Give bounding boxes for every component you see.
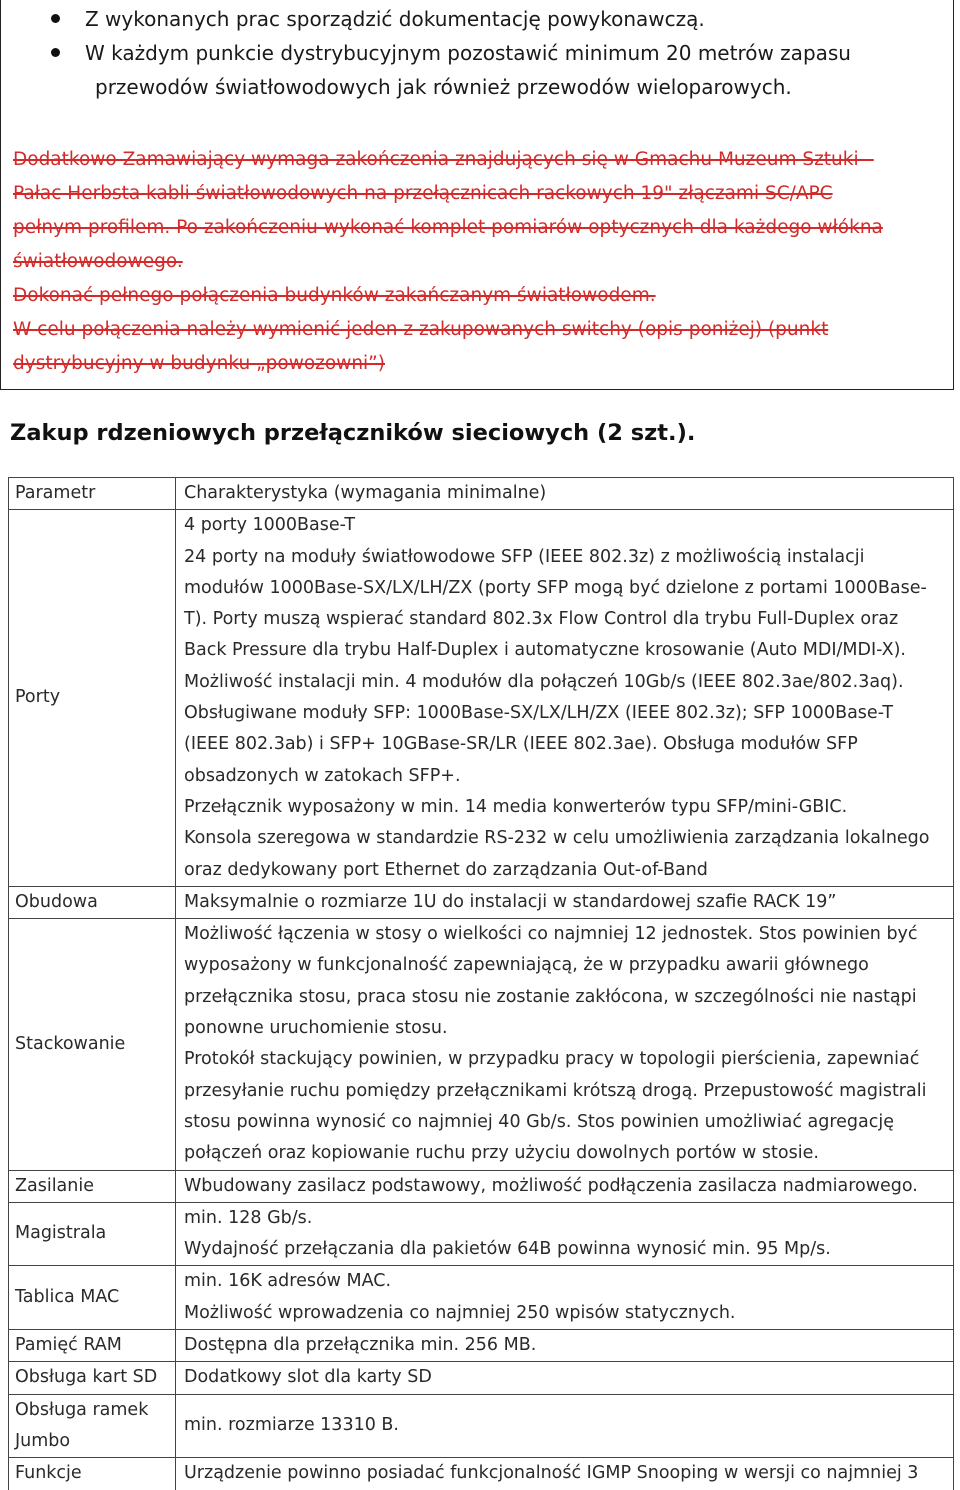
- table-row: [9, 510, 954, 887]
- desc-line: połączeń oraz kopiowanie ruchu przy użyciu dowolnych portów w stosie.: [184, 1143, 819, 1164]
- param-cell: Magistrala: [9, 1202, 176, 1266]
- param-cell: Pamięć RAM: [9, 1330, 176, 1362]
- desc-line: Możliwość łączenia w stosy o wielkości co najmniej 12 jednostek. Stos powinien być: [184, 924, 918, 945]
- table-row: [9, 1394, 954, 1458]
- struck-through-paragraph: [13, 143, 943, 381]
- struck-line: W celu połączenia należy wymienić jeden z zakupowanych switchy (opis poniżej) (punkt: [13, 319, 829, 340]
- param-cell: Obsługa kart SD: [9, 1362, 176, 1394]
- desc-line: 24 porty na moduły światłowodowe SFP (IEEE 802.3z) z możliwością instalacji: [184, 546, 865, 567]
- requirements-box: [0, 0, 954, 390]
- desc-line: min. rozmiarze 13310 B.: [184, 1415, 399, 1436]
- desc-line: Obsługiwane moduły SFP: 1000Base-SX/LX/LH/ZX (IEEE 802.3z); SFP 1000Base-T: [184, 703, 894, 724]
- struck-line: Dokonać pełnego połączenia budynków zakańczanym światłowodem.: [13, 285, 656, 306]
- desc-line: modułów 1000Base-SX/LX/LH/ZX (porty SFP mogą być dzielone z portami 1000Base-: [184, 577, 927, 598]
- desc-line: 4 porty 1000Base-T: [184, 515, 356, 536]
- desc-cell: [176, 1266, 954, 1330]
- desc-line: ponowne uruchomienie stosu.: [184, 1018, 448, 1039]
- table-header-row: [9, 478, 954, 510]
- desc-line: przesyłanie ruchu pomiędzy przełącznikami krótszą drogą. Przepustowość magistrali: [184, 1080, 927, 1101]
- param-cell: Zasilanie: [9, 1170, 176, 1202]
- table-row: [9, 1170, 954, 1202]
- desc-line: Maksymalnie o rozmiarze 1U do instalacji w standardowej szafie RACK 19”: [184, 891, 837, 912]
- desc-line: przełącznika stosu, praca stosu nie zostanie zakłócona, w szczególności nie nastąpi: [184, 986, 917, 1007]
- desc-line: min. 16K adresów MAC.: [184, 1271, 392, 1292]
- param-cell: Obsługa ramek Jumbo: [9, 1394, 176, 1458]
- desc-line: oraz dedykowany port Ethernet do zarządzania Out-of-Band: [184, 859, 708, 880]
- specification-table-body: [9, 478, 954, 1490]
- struck-line: dystrybucyjny w budynku „powozowni”): [13, 353, 385, 374]
- specification-table: [8, 477, 954, 1490]
- param-cell: Stackowanie: [9, 919, 176, 1170]
- desc-cell: [176, 1202, 954, 1266]
- struck-line: Dodatkowo Zamawiający wymaga zakończenia znajdujących się w Gmachu Muzeum Sztuki –: [13, 149, 874, 170]
- section-title: Zakup rdzeniowych przełączników sieciowych (2 szt.).: [10, 420, 696, 446]
- desc-line: Możliwość instalacji min. 4 modułów dla połączeń 10Gb/s (IEEE 802.3ae/802.3aq).: [184, 671, 904, 692]
- bullet-text: Z wykonanych prac sporządzić dokumentację powykonawczą.: [85, 7, 705, 31]
- desc-line: obsadzonych w zatokach SFP+.: [184, 765, 461, 786]
- header-param-cell: Parametr: [9, 478, 176, 510]
- desc-line: Protokół stackujący powinien, w przypadku pracy w topologii pierścienia, zapewniać: [184, 1049, 920, 1070]
- struck-line: światłowodowego.: [13, 251, 183, 272]
- desc-cell: [176, 1170, 954, 1202]
- desc-cell: [176, 510, 954, 887]
- desc-cell: [176, 1362, 954, 1394]
- table-row: [9, 1362, 954, 1394]
- desc-cell: [176, 1330, 954, 1362]
- desc-line: Konsola szeregowa w standardzie RS-232 w celu umożliwienia zarządzania lokalnego: [184, 828, 930, 849]
- struck-line: Pałac Herbsta kabli światłowodowych na przełącznicach rackowych 19" złączami SC/APC: [13, 183, 833, 204]
- struck-line: pełnym profilem. Po zakończeniu wykonać komplet pomiarów optycznych dla każdego włókna: [13, 217, 883, 238]
- bullet-text: W każdym punkcie dystrybucyjnym pozostawić minimum 20 metrów zapasu: [85, 41, 851, 65]
- desc-line: Dostępna dla przełącznika min. 256 MB.: [184, 1335, 537, 1356]
- table-row: [9, 886, 954, 918]
- bullet-item: [37, 2, 937, 36]
- table-row: [9, 1266, 954, 1330]
- bullet-text-continuation: przewodów światłowodowych jak również przewodów wieloparowych.: [95, 75, 792, 99]
- desc-line: min. 128 Gb/s.: [184, 1207, 313, 1228]
- table-row: [9, 1458, 954, 1490]
- table-row: [9, 1330, 954, 1362]
- param-cell: Obudowa: [9, 886, 176, 918]
- desc-line: Wydajność przełączania dla pakietów 64B powinna wynosić min. 95 Mp/s.: [184, 1239, 831, 1260]
- param-cell: Funkcje: [9, 1458, 176, 1490]
- desc-line: T). Porty muszą wspierać standard 802.3x Flow Control dla trybu Full-Duplex oraz: [184, 609, 899, 630]
- param-cell: Porty: [9, 510, 176, 887]
- desc-cell: [176, 1394, 954, 1458]
- header-desc-cell: Charakterystyka (wymagania minimalne): [176, 478, 954, 510]
- desc-line: stosu powinna wynosić co najmniej 40 Gb/s. Stos powinien umożliwiać agregację: [184, 1111, 894, 1132]
- table-row: [9, 1202, 954, 1266]
- bullet-item: [37, 36, 937, 104]
- requirements-bullet-list: [37, 2, 937, 104]
- desc-cell: [176, 886, 954, 918]
- desc-cell: [176, 919, 954, 1170]
- desc-line: Back Pressure dla trybu Half-Duplex i automatyczne krosowanie (Auto MDI/MDI-X).: [184, 640, 906, 661]
- desc-line: Przełącznik wyposażony w min. 14 media konwerterów typu SFP/mini-GBIC.: [184, 796, 848, 817]
- desc-line: wyposażony w funkcjonalność zapewniającą, że w przypadku awarii głównego: [184, 955, 869, 976]
- desc-line: Wbudowany zasilacz podstawowy, możliwość podłączenia zasilacza nadmiarowego.: [184, 1175, 918, 1196]
- desc-line: Dodatkowy slot dla karty SD: [184, 1367, 432, 1388]
- table-row: [9, 919, 954, 1170]
- desc-line: Urządzenie powinno posiadać funkcjonalność IGMP Snooping w wersji co najmniej 3: [184, 1463, 919, 1484]
- desc-cell: [176, 1458, 954, 1490]
- param-cell: Tablica MAC: [9, 1266, 176, 1330]
- desc-line: Możliwość wprowadzenia co najmniej 250 wpisów statycznych.: [184, 1302, 736, 1323]
- desc-line: (IEEE 802.3ab) i SFP+ 10GBase-SR/LR (IEEE 802.3ae). Obsługa modułów SFP: [184, 734, 858, 755]
